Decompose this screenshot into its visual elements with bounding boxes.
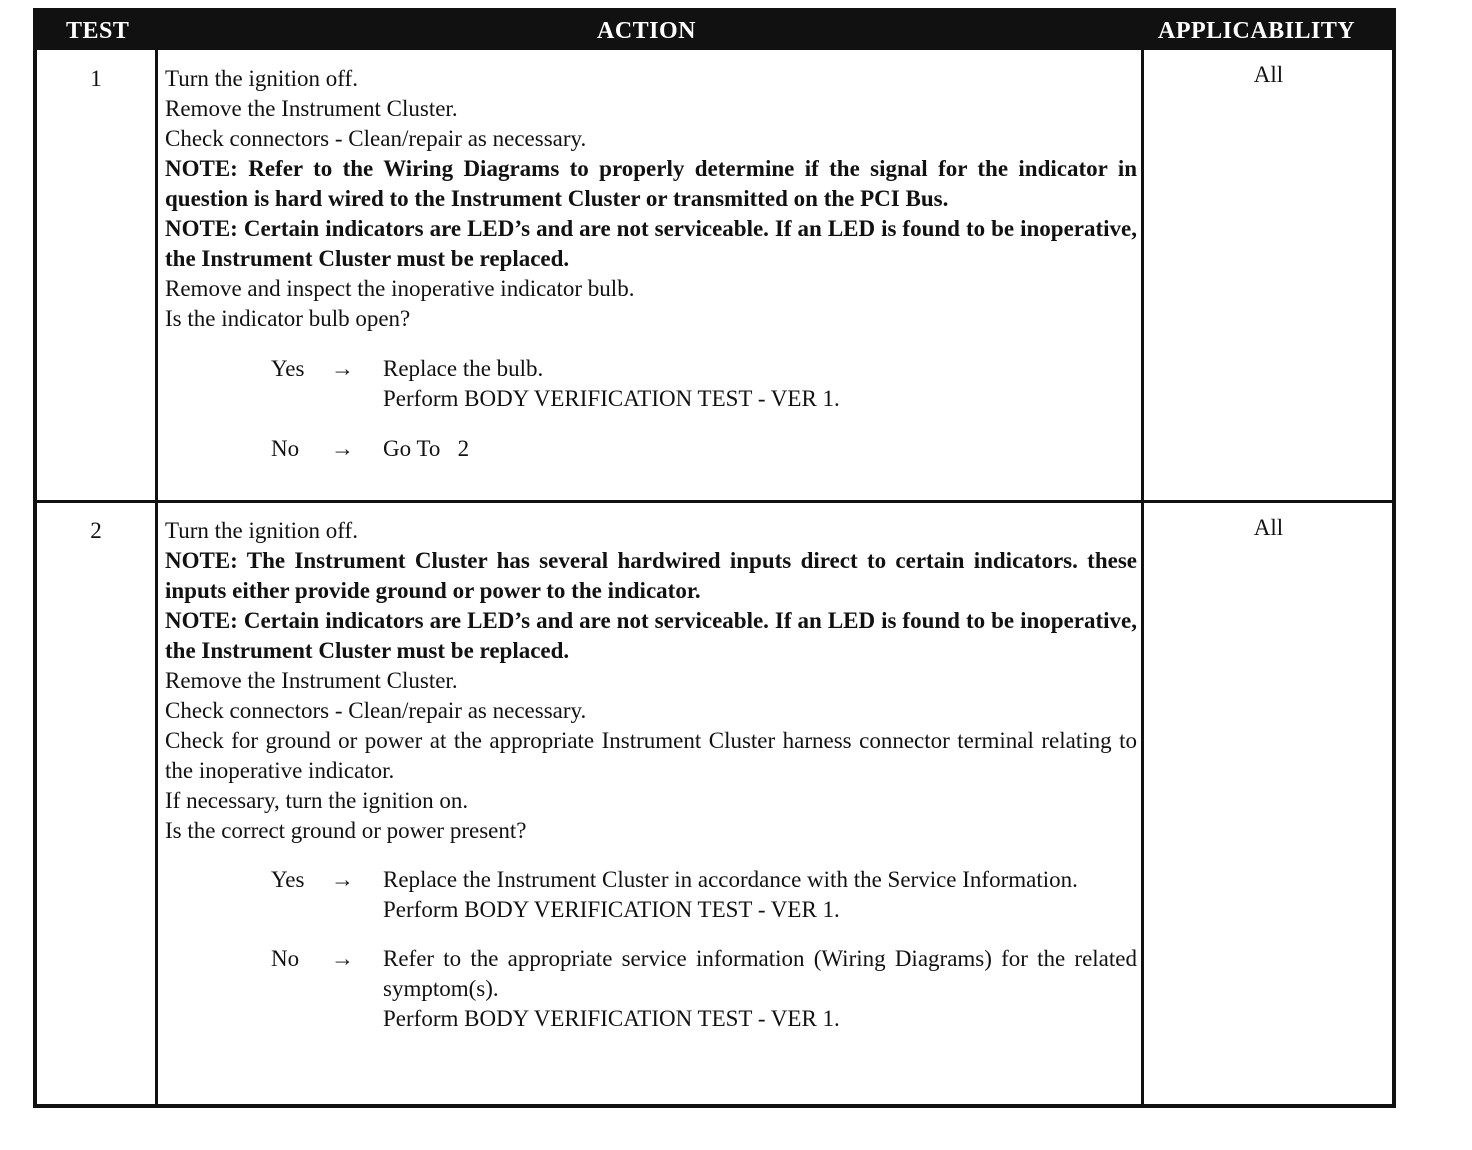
step-text: Remove the Instrument Cluster. [165, 96, 458, 121]
header-applicability: APPLICABILITY [1158, 18, 1356, 44]
diagnostic-table [33, 8, 1396, 1108]
applicability-value: All [1253, 62, 1284, 87]
note-text: NOTE: Certain indicators are LED’s and are not serviceable. If an LED is found to be inoperative, the Instrument Cluster must be replaced. [165, 608, 1137, 663]
test-number: 1 [90, 66, 102, 91]
step-text: If necessary, turn the ignition on. [165, 788, 469, 813]
step-question: Is the indicator bulb open? [165, 306, 411, 331]
no-branch [165, 944, 1137, 1034]
no-label: No [271, 436, 300, 461]
header-test: TEST [66, 18, 130, 44]
test-number: 2 [90, 518, 102, 543]
branch-text: Replace the Instrument Cluster in accordance with the Service Information. [383, 867, 1078, 892]
step-text: Check for ground or power at the appropriate Instrument Cluster harness connector terminal relating to the inoperative indicator. [165, 728, 1137, 783]
branch-text: Refer to the appropriate service information (Wiring Diagrams) for the related symptom(s). [383, 946, 1137, 1001]
arrow-icon: → [331, 356, 354, 381]
yes-label: Yes [271, 356, 305, 381]
header-action: ACTION [597, 18, 697, 44]
arrow-icon: → [331, 436, 354, 461]
branch-text: Replace the bulb. [383, 356, 544, 381]
yes-label: Yes [271, 867, 305, 892]
branch-text: Go To 2 [383, 436, 470, 461]
note-text: NOTE: The Instrument Cluster has several hardwired inputs direct to certain indicators. these inputs either provide ground or power to the indicator. [165, 548, 1137, 603]
note-text: NOTE: Refer to the Wiring Diagrams to properly determine if the signal for the indicator in question is hard wired to the Instrument Cluster or transmitted on the PCI Bus. [165, 156, 1137, 211]
branch-text: Perform BODY VERIFICATION TEST - VER 1. [383, 1006, 840, 1031]
row-divider [37, 500, 1392, 503]
note-text: NOTE: Certain indicators are LED’s and are not serviceable. If an LED is found to be inoperative, the Instrument Cluster must be replaced. [165, 216, 1137, 271]
step-text: Turn the ignition off. [165, 66, 358, 91]
step-text: Check connectors - Clean/repair as necessary. [165, 126, 587, 151]
step-text: Turn the ignition off. [165, 518, 358, 543]
step-text: Remove the Instrument Cluster. [165, 668, 458, 693]
step-text: Remove and inspect the inoperative indicator bulb. [165, 276, 635, 301]
table-header [37, 12, 1392, 50]
no-branch [165, 434, 1137, 464]
step-text: Check connectors - Clean/repair as necessary. [165, 698, 587, 723]
branch-text: Perform BODY VERIFICATION TEST - VER 1. [383, 897, 840, 922]
branch-text: Perform BODY VERIFICATION TEST - VER 1. [383, 386, 840, 411]
action-cell [165, 516, 1137, 1034]
yes-branch [165, 354, 1137, 414]
column-divider [1141, 50, 1144, 1104]
column-divider [155, 50, 158, 1104]
yes-branch [165, 865, 1137, 925]
action-cell [165, 64, 1137, 464]
arrow-icon: → [331, 946, 354, 971]
step-question: Is the correct ground or power present? [165, 818, 527, 843]
arrow-icon: → [331, 867, 354, 892]
no-label: No [271, 946, 300, 971]
applicability-value: All [1253, 515, 1284, 540]
